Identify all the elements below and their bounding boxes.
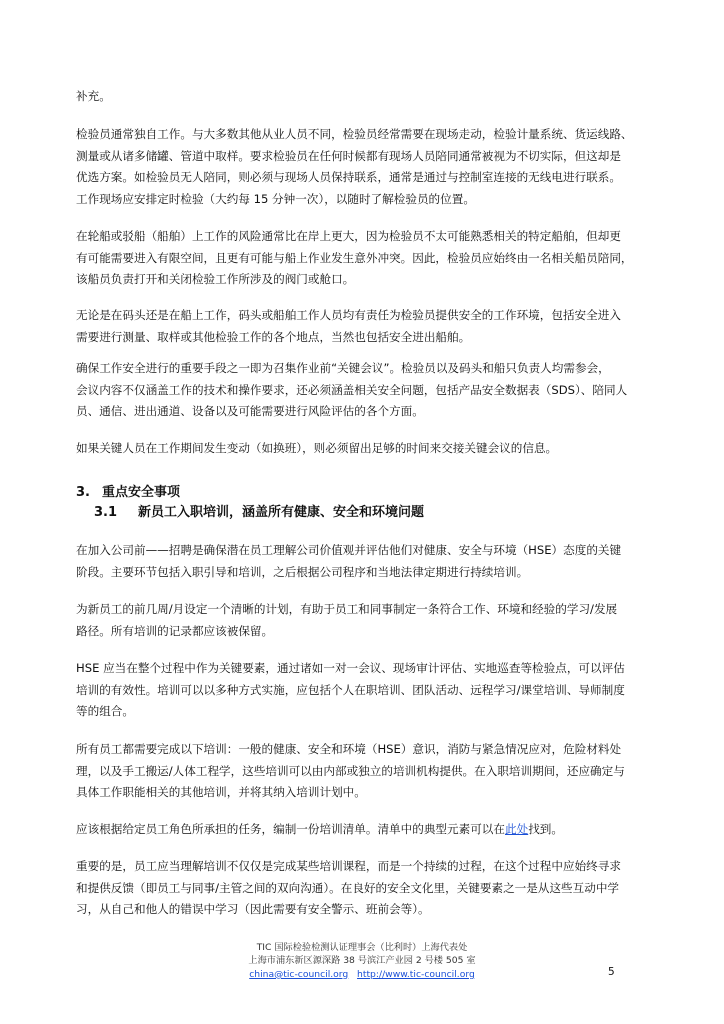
paragraph-recruitment [76,540,648,583]
paragraph-required-training [76,739,648,804]
text-line: 习，从自己和他人的错误中学习（因此需要有安全警示、班前会等）。 [76,902,430,916]
text-line: 补充。 [76,89,111,103]
text-line: 该船员负责打开和关闭检验工作所涉及的阀门或舱口。 [76,272,355,286]
text-line: 具体工作职能相关的其他培训，并将其纳入培训计划中。 [76,785,366,799]
text-line: 阶段。主要环节包括入职引导和培训，之后根据公司程序和当地法律定期进行持续培训。 [76,564,529,579]
text-line: 如果关键人员在工作期间发生变动（如换班），则必须留出足够的时间来交接关键会议的信息。 [76,441,558,455]
text-line: 理，以及手工搬运/人体工程学，这些培训可以由内部或独立的培训机构提供。在入职培训期间，还应确定与 [76,763,625,778]
paragraph-continuous-feedback [76,856,648,921]
paragraph-training-checklist [76,819,648,841]
section-heading-3 [76,484,180,502]
paragraph-shift-change [76,438,648,460]
page-footer [0,941,724,981]
subsection-heading-3-1 [94,504,424,522]
text-line: 为新员工的前几周/月设定一个清晰的计划，有助于员工和同事制定一条符合工作、环境和经验的学习/发展 [76,602,618,616]
footer-organization: TIC 国际检验检测认证理事会（比利时）上海代表处 [256,942,468,953]
text-segment: 应该根据给定员工角色所承担的任务，编制一份培训清单。清单中的典型元素可以在 [76,822,505,836]
text-line [76,819,648,841]
text-line: 检验员通常独自工作。与大多数其他从业人员不同，检验员经常需要在现场走动，检验计量系统、货运线路、 [76,127,633,141]
paragraph-first-weeks-plan [76,599,648,642]
page-number: 5 [608,966,615,978]
text-line: 和提供反馈（即员工与同事/主管之间的双向沟通）。在良好的安全文化里，关键要素之一是从这些互动中学 [76,880,620,895]
text-line: HSE 应当在整个过程中作为关键要素，通过诸如一对一会议、现场审计评估、实地巡查等检验点，可以评估 [76,661,625,675]
text-segment: 找到。 [528,822,563,836]
section-number: 3. [76,485,90,500]
paragraph-inspector-alone [76,124,648,210]
footer-contacts [0,968,724,981]
website-link[interactable]: http://www.tic-council.org [357,968,475,980]
subsection-number: 3.1 [94,505,118,520]
section-title: 重点安全事项 [102,485,181,500]
subsection-title: 新员工入职培训，涵盖所有健康、安全和环境问题 [138,505,425,520]
text-line: 在轮船或驳船（船舶）上工作的风险通常比在岸上更大，因为检验员不太可能熟悉相关的特定船舶，但却更 [76,229,621,243]
text-line: 工作现场应安排定时检验（大约每 15 分钟一次），以随时了解检验员的位置。 [76,191,475,206]
paragraph-vessel-risk [76,226,648,291]
email-link[interactable]: china@tic-council.org [249,968,349,980]
text-line: 重要的是，员工应当理解培训不仅仅是完成某些培训课程，而是一个持续的过程，在这个过程中应始终寻求 [76,859,621,873]
text-line: 测量或从诸多储罐、管道中取样。要求检验员在任何时候都有现场人员陪同通常被视为不切实际，但这却是 [76,148,621,163]
paragraph-key-meeting [76,358,648,423]
text-line: 所有员工都需要完成以下培训：一般的健康、安全和环境（HSE）意识，消防与紧急情况应对，危险材料处 [76,742,622,756]
text-line: 无论是在码头还是在船上工作，码头或船舶工作人员均有责任为检验员提供安全的工作环境，包括安全进入 [76,308,621,322]
checklist-link[interactable]: 此处 [504,822,529,836]
footer-address: 上海市浦东新区源深路 38 号滨江产业园 2 号楼 505 室 [248,955,476,967]
text-line: 会议内容不仅涵盖工作的技术和操作要求，还必须涵盖相关安全问题，包括产品安全数据表（SDS）、陪同人 [76,382,628,397]
text-line: 在加入公司前——招聘是确保潜在员工理解公司价值观并评估他们对健康、安全与环境（HSE）态度的关键 [76,543,622,557]
text-line: 有可能需要进入有限空间，且更有可能与船上作业发生意外冲突。因此，检验员应始终由一名相关船员陪同， [76,250,633,265]
paragraph-hse-key-element [76,658,648,723]
text-line: 确保工作安全进行的重要手段之一即为召集作业前“关键会议”。检验员以及码头和船只负责人均需参会， [76,361,610,375]
text-line: 优选方案。如检验员无人陪同，则必须与现场人员保持联系，通常是通过与控制室连接的无线电进行联系。 [76,170,621,184]
text-line: 路径。所有培训的记录都应该被保留。 [76,623,274,638]
text-line: 员、通信、进出通道、设备以及可能需要进行风险评估的各个方面。 [76,404,424,418]
text-line: 等的组合。 [76,704,134,718]
paragraph-continuation [76,86,648,108]
text-line: 培训的有效性。培训可以以多种方式实施，应包括个人在职培训、团队活动、远程学习/课堂培训、导师制度 [76,682,625,697]
text-line: 需要进行测量、取样或其他检验工作的各个地点，当然也包括安全进出船舶。 [76,329,471,344]
paragraph-terminal-responsibility [76,305,648,348]
